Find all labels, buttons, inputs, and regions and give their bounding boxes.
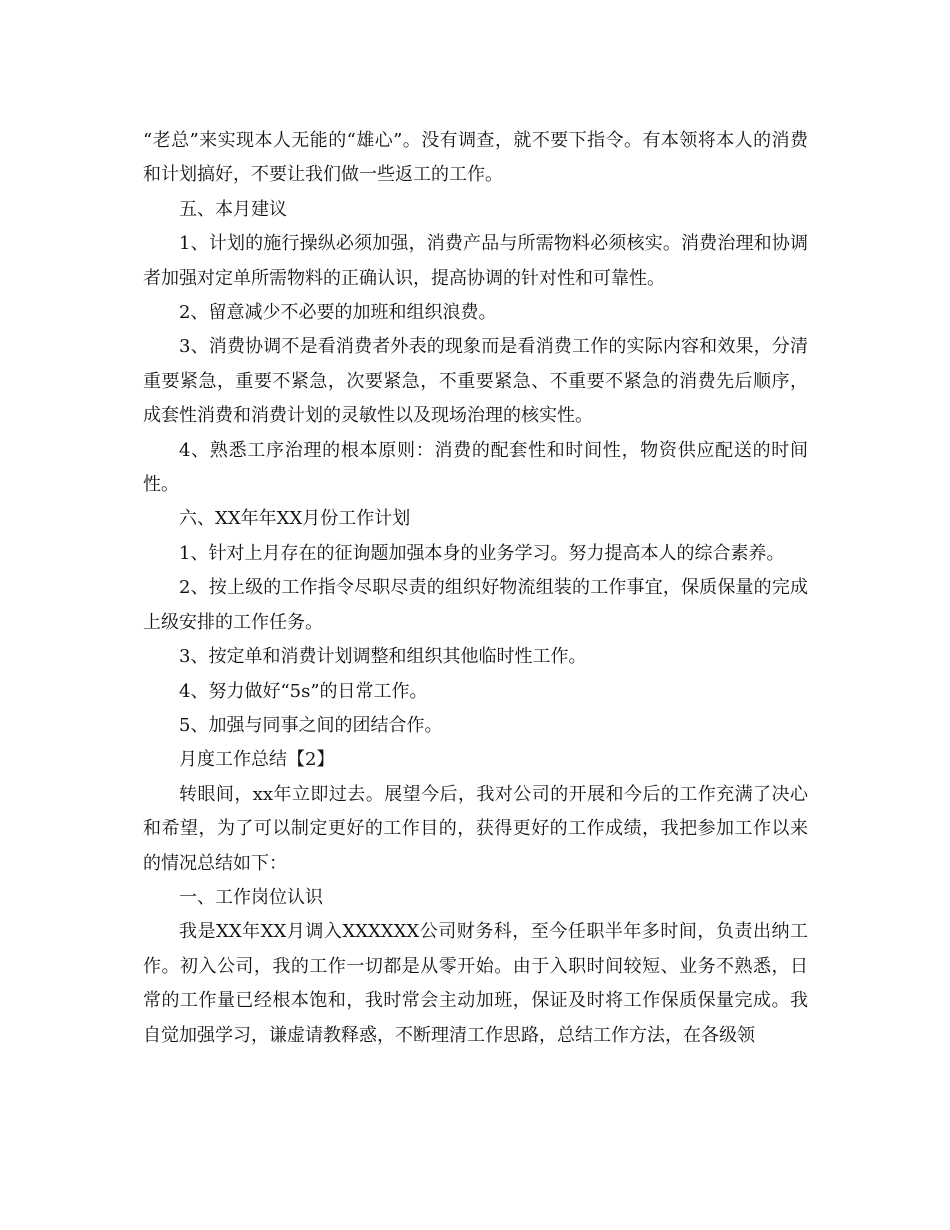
section-heading: 一、工作岗位认识: [179, 886, 323, 908]
list-item: 3、按定单和消费计划调整和组织其他临时性工作。: [179, 646, 587, 668]
section-heading: 五、本月建议: [179, 198, 287, 220]
list-item: 4、熟悉工序治理的根本原则：消费的配套性和时间性，物资供应配送的时间性。: [143, 439, 808, 496]
list-item: 4、努力做好“5s”的日常工作。: [179, 680, 428, 702]
list-item: 1、计划的施行操纵必须加强，消费产品与所需物料必须核实。消费治理和协调者加强对定单所需物料的正确认识，提高协调的针对性和可靠性。: [143, 233, 808, 289]
list-item: 2、按上级的工作指令尽职尽责的组织好物流组装的工作事宜，保质保量的完成上级安排的工作任务。: [143, 577, 808, 633]
list-item: 1、针对上月存在的征询题加强本身的业务学习。努力提高本人的综合素养。: [179, 542, 785, 564]
paragraph: 我是XX年XX月调入XXXXXX公司财务科，至今任职半年多时间，负责出纳工作。初入公司，我的工作一切都是从零开始。由于入职时间较短、业务不熟悉，日常的工作量已经根本饱和，我时常会主动加班，保证及时将工作保质保量完成。我自觉加强学习，谦虚请教释惑，不断理清工作思路，总结工作方法，在各级领: [143, 921, 808, 1046]
document-subtitle: 月度工作总结【2】: [179, 749, 335, 771]
paragraph: 转眼间，xx年立即过去。展望今后，我对公司的开展和今后的工作充满了决心和希望，为了可以制定更好的工作目的，获得更好的工作成绩，我把参加工作以来的情况总结如下：: [143, 783, 808, 874]
section-heading: 六、XX年年XX月份工作计划: [179, 508, 411, 530]
list-item: 3、消费协调不是看消费者外表的现象而是看消费工作的实际内容和效果，分清重要紧急，重要不紧急，次要紧急，不重要紧急、不重要不紧急的消费先后顺序，成套性消费和消费计划的灵敏性以及现场治理的核实性。: [143, 336, 808, 427]
document-body: [143, 124, 808, 1053]
paragraph: “老总”来实现本人无能的“雄心”。没有调查，就不要下指令。有本领将本人的消费和计划搞好，不要让我们做一些返工的工作。: [143, 130, 808, 186]
list-item: 2、留意减少不必要的加班和组织浪费。: [179, 302, 497, 324]
list-item: 5、加强与同事之间的团结合作。: [179, 714, 443, 736]
